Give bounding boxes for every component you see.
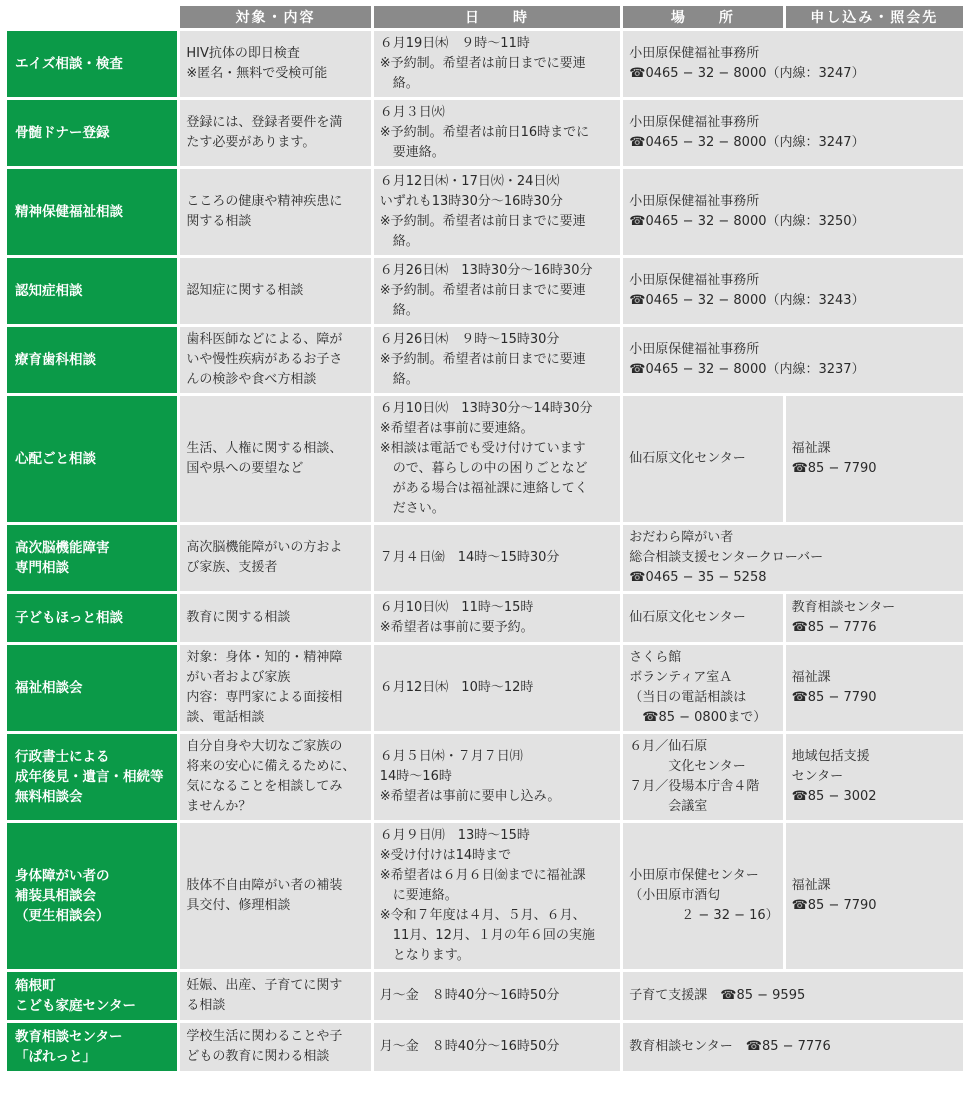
row-category: 高次脳機能障害 専門相談 — [7, 525, 177, 591]
table-row — [7, 972, 963, 1020]
row-place: 仙石原文化センター — [623, 594, 782, 642]
header-row — [7, 6, 963, 28]
header-datetime: 日 時 — [374, 6, 621, 28]
row-place: 教育相談センター ☎85 − 7776 — [623, 1023, 963, 1071]
row-place: 子育て支援課 ☎85 − 9595 — [623, 972, 963, 1020]
row-place: おだわら障がい者 総合相談支援センタークローバー ☎0465 − 35 − 5258 — [623, 525, 963, 591]
table-row — [7, 396, 963, 522]
header-blank — [7, 6, 177, 28]
row-place: ６月／仙石原 文化センター ７月／役場本庁舎４階 会議室 — [623, 734, 782, 820]
row-datetime: ６月３日㈫ ※予約制。希望者は前日16時までに 要連絡。 — [374, 100, 621, 166]
row-content: 妊娠、出産、子育てに関す る相談 — [180, 972, 370, 1020]
row-place: 小田原保健福祉事務所 ☎0465 − 32 − 8000（内線：3247） — [623, 31, 963, 97]
row-datetime: ６月10日㈫ 11時～15時 ※希望者は事前に要予約。 — [374, 594, 621, 642]
table-row — [7, 327, 963, 393]
row-category: 教育相談センター 「ぱれっと」 — [7, 1023, 177, 1071]
row-contact: 福祉課 ☎85 − 7790 — [786, 823, 963, 969]
row-category: 子どもほっと相談 — [7, 594, 177, 642]
table-row — [7, 100, 963, 166]
row-datetime: ６月９日㈪ 13時～15時 ※受け付けは14時まで ※希望者は６月６日㈮までに福祉課 に要連絡。 ※令和７年度は４月、５月、６月、 11月、12月、１月の年６回の実施 となります。 — [374, 823, 621, 969]
row-category: 福祉相談会 — [7, 645, 177, 731]
row-place: 小田原市保健センター （小田原市酒匂 ２ − 32 − 16） — [623, 823, 782, 969]
row-category: 精神保健福祉相談 — [7, 169, 177, 255]
row-content: 対象：身体・知的・精神障 がい者および家族 内容：専門家による面接相 談、電話相談 — [180, 645, 370, 731]
row-category: 骨髄ドナー登録 — [7, 100, 177, 166]
row-content: こころの健康や精神疾患に 関する相談 — [180, 169, 370, 255]
header-place: 場 所 — [623, 6, 782, 28]
row-datetime: 月～金 ８時40分～16時50分 — [374, 1023, 621, 1071]
row-category: 箱根町 こども家庭センター — [7, 972, 177, 1020]
consultation-table — [4, 3, 966, 1074]
header-content: 対象・内容 — [180, 6, 370, 28]
row-place: 小田原保健福祉事務所 ☎0465 − 32 − 8000（内線：3237） — [623, 327, 963, 393]
table-row — [7, 258, 963, 324]
row-content: 学校生活に関わることや子 どもの教育に関わる相談 — [180, 1023, 370, 1071]
row-contact: 教育相談センター ☎85 − 7776 — [786, 594, 963, 642]
row-datetime: ７月４日㈮ 14時～15時30分 — [374, 525, 621, 591]
table-row — [7, 31, 963, 97]
table-row — [7, 645, 963, 731]
row-contact: 地域包括支援 センター ☎85 − 3002 — [786, 734, 963, 820]
row-content: 教育に関する相談 — [180, 594, 370, 642]
row-content: 自分自身や大切なご家族の 将来の安心に備えるために、 気になることを相談してみ ませんか？ — [180, 734, 370, 820]
row-category: エイズ相談・検査 — [7, 31, 177, 97]
row-datetime: ６月12日㈭ 10時～12時 — [374, 645, 621, 731]
row-datetime: ６月10日㈫ 13時30分～14時30分 ※希望者は事前に要連絡。 ※相談は電話でも受け付けています ので、暮らしの中の困りごとなど がある場合は福祉課に連絡してく ださい。 — [374, 396, 621, 522]
row-content: 登録には、登録者要件を満 たす必要があります。 — [180, 100, 370, 166]
row-place: 小田原保健福祉事務所 ☎0465 − 32 − 8000（内線：3243） — [623, 258, 963, 324]
header-contact: 申し込み・照会先 — [786, 6, 963, 28]
table-row — [7, 525, 963, 591]
row-datetime: ６月５日㈭・７月７日㈪ 14時～16時 ※希望者は事前に要申し込み。 — [374, 734, 621, 820]
row-content: 肢体不自由障がい者の補装 具交付、修理相談 — [180, 823, 370, 969]
row-datetime: ６月19日㈭ ９時～11時 ※予約制。希望者は前日までに要連 絡。 — [374, 31, 621, 97]
row-datetime: ６月26日㈭ 13時30分～16時30分 ※予約制。希望者は前日までに要連 絡。 — [374, 258, 621, 324]
row-category: 行政書士による 成年後見・遺言・相続等 無料相談会 — [7, 734, 177, 820]
row-contact: 福祉課 ☎85 − 7790 — [786, 645, 963, 731]
table-row — [7, 594, 963, 642]
row-content: 生活、人権に関する相談、 国や県への要望など — [180, 396, 370, 522]
row-category: 認知症相談 — [7, 258, 177, 324]
row-datetime: ６月12日㈭・17日㈫・24日㈫ いずれも13時30分～16時30分 ※予約制。希望者は前日までに要連 絡。 — [374, 169, 621, 255]
table-row — [7, 823, 963, 969]
row-content: 歯科医師などによる、障が いや慢性疾病があるお子さ んの検診や食べ方相談 — [180, 327, 370, 393]
row-content: HIV抗体の即日検査 ※匿名・無料で受検可能 — [180, 31, 370, 97]
row-datetime: 月～金 ８時40分～16時50分 — [374, 972, 621, 1020]
row-category: 療育歯科相談 — [7, 327, 177, 393]
row-category: 心配ごと相談 — [7, 396, 177, 522]
row-content: 認知症に関する相談 — [180, 258, 370, 324]
row-place: 仙石原文化センター — [623, 396, 782, 522]
table-row — [7, 734, 963, 820]
row-place: 小田原保健福祉事務所 ☎0465 − 32 − 8000（内線：3250） — [623, 169, 963, 255]
table-row — [7, 169, 963, 255]
row-place: 小田原保健福祉事務所 ☎0465 − 32 − 8000（内線：3247） — [623, 100, 963, 166]
row-contact: 福祉課 ☎85 − 7790 — [786, 396, 963, 522]
row-content: 高次脳機能障がいの方およ び家族、支援者 — [180, 525, 370, 591]
row-datetime: ６月26日㈭ ９時～15時30分 ※予約制。希望者は前日までに要連 絡。 — [374, 327, 621, 393]
row-category: 身体障がい者の 補装具相談会 （更生相談会） — [7, 823, 177, 969]
row-place: さくら館 ボランティア室Ａ （当日の電話相談は ☎85 − 0800まで） — [623, 645, 782, 731]
table-row — [7, 1023, 963, 1071]
